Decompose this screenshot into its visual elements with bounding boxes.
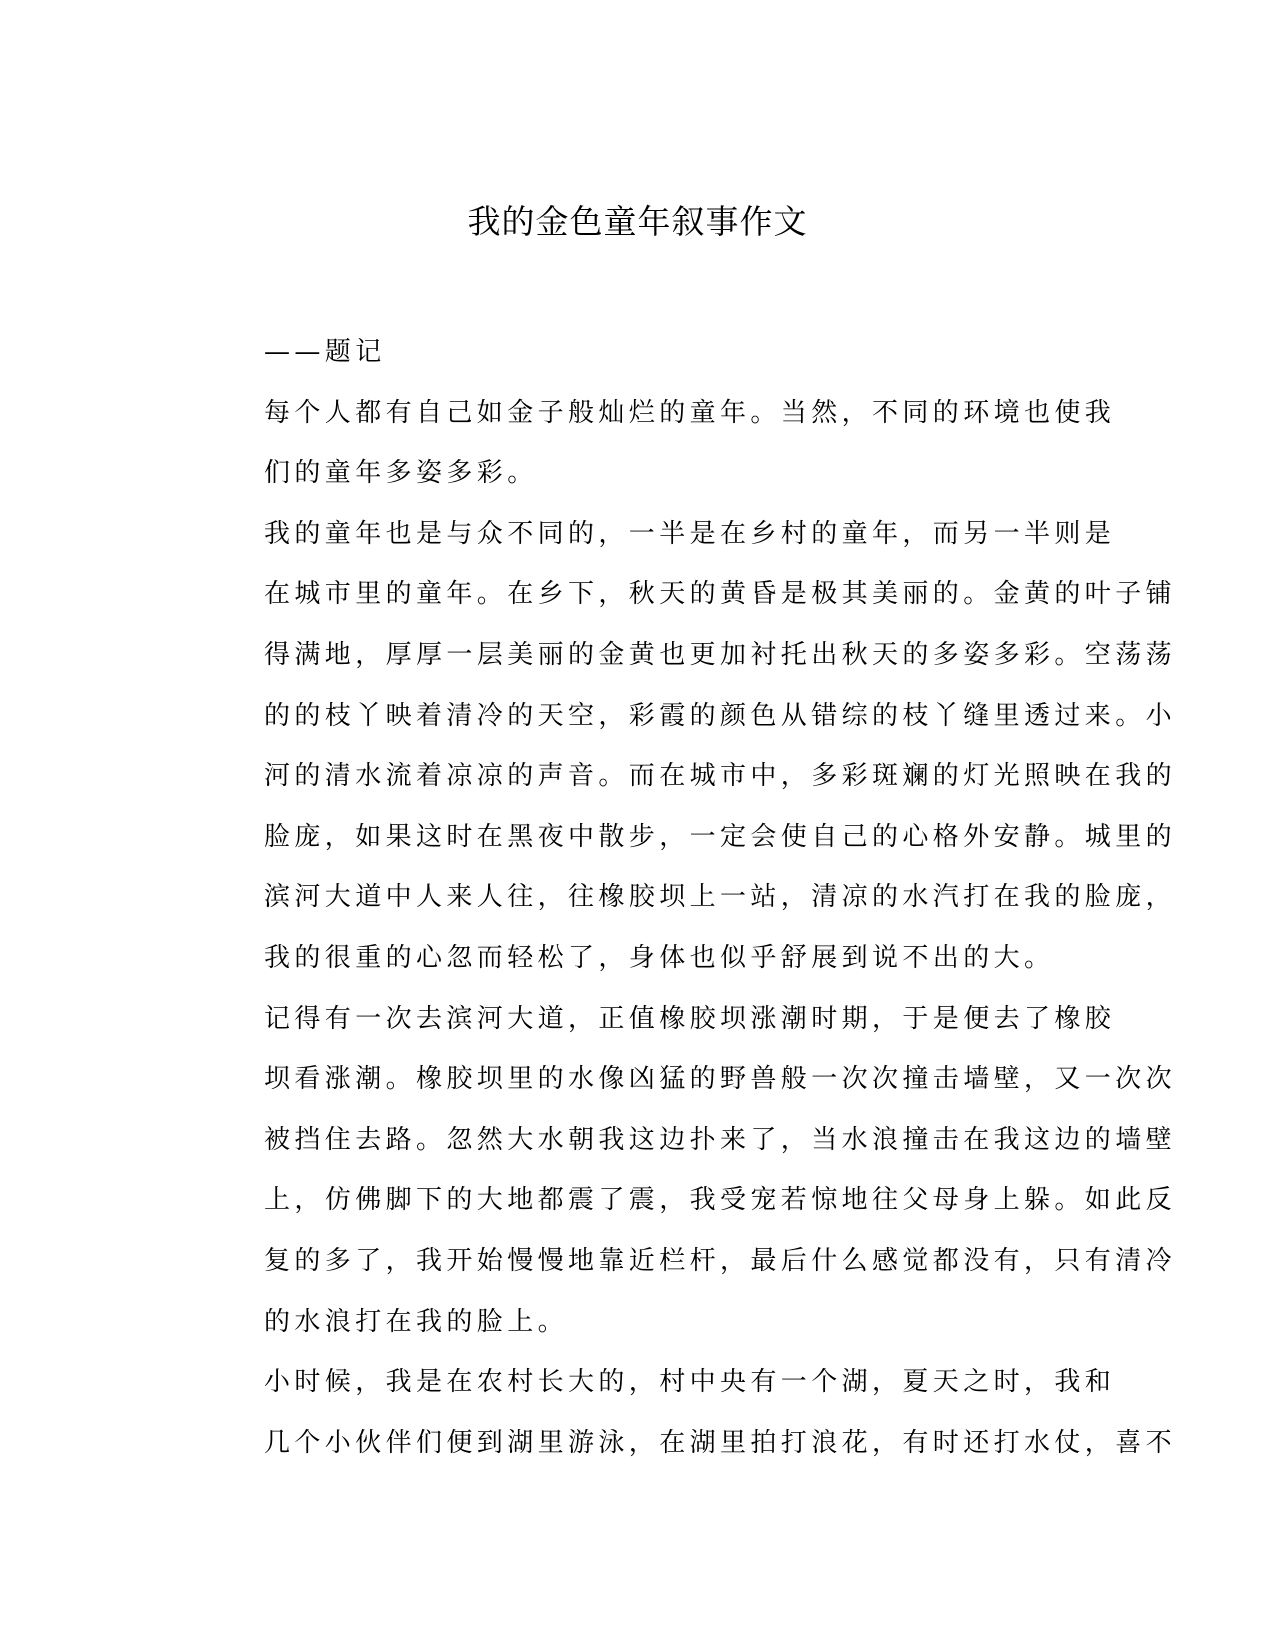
text-line: 得满地，厚厚一层美丽的金黄也更加衬托出秋天的多姿多彩。空荡荡 <box>264 639 1177 670</box>
document-body <box>189 322 1177 1473</box>
text-line: ——题记 <box>264 337 386 367</box>
text-line: 坝看涨潮。橡胶坝里的水像凶猛的野兽般一次次撞击墙壁，又一次次 <box>264 1064 1177 1095</box>
text-line: 滨河大道中人来人往，往橡胶坝上一站，清凉的水汽打在我的脸庞， <box>264 882 1177 913</box>
paragraph-3 <box>189 989 1177 1353</box>
text-line: 我的很重的心忽而轻松了，身体也似乎舒展到说不出的大。 <box>264 942 1055 973</box>
text-line: 小时候，我是在农村长大的，村中央有一个湖，夏天之时，我和 <box>264 1367 1116 1398</box>
text-line: 在城市里的童年。在乡下，秋天的黄昏是极其美丽的。金黄的叶子铺 <box>264 579 1177 610</box>
text-line: 上，仿佛脚下的大地都震了震，我受宠若惊地往父母身上躲。如此反 <box>264 1185 1177 1216</box>
text-line: 复的多了，我开始慢慢地靠近栏杆，最后什么感觉都没有，只有清冷 <box>264 1245 1177 1276</box>
paragraph-1 <box>189 383 1116 504</box>
text-line: 被挡住去路。忽然大水朝我这边扑来了，当水浪撞击在我这边的墙壁 <box>264 1124 1177 1155</box>
paragraph-2 <box>189 504 1177 989</box>
text-line: 几个小伙伴们便到湖里游泳，在湖里拍打浪花，有时还打水仗，喜不 <box>264 1427 1177 1458</box>
paragraph-epigraph <box>189 322 1089 383</box>
text-line: 河的清水流着凉凉的声音。而在城市中，多彩斑斓的灯光照映在我的 <box>264 761 1177 792</box>
document-title: 我的金色童年叙事作文 <box>467 202 808 241</box>
text-line: 的水浪打在我的脸上。 <box>264 1306 569 1337</box>
text-line: 的的枝丫映着清冷的天空，彩霞的颜色从错综的枝丫缝里透过来。小 <box>264 700 1177 731</box>
text-line: 我的童年也是与众不同的，一半是在乡村的童年，而另一半则是 <box>264 518 1116 549</box>
text-line: 每个人都有自己如金子般灿烂的童年。当然，不同的环境也使我 <box>264 397 1116 428</box>
text-line: 记得有一次去滨河大道，正值橡胶坝涨潮时期，于是便去了橡胶 <box>264 1003 1116 1034</box>
paragraph-4 <box>189 1352 1177 1473</box>
text-line: 们的童年多姿多彩。 <box>264 458 538 489</box>
text-line: 脸庞，如果这时在黑夜中散步，一定会使自己的心格外安静。城里的 <box>264 821 1177 852</box>
